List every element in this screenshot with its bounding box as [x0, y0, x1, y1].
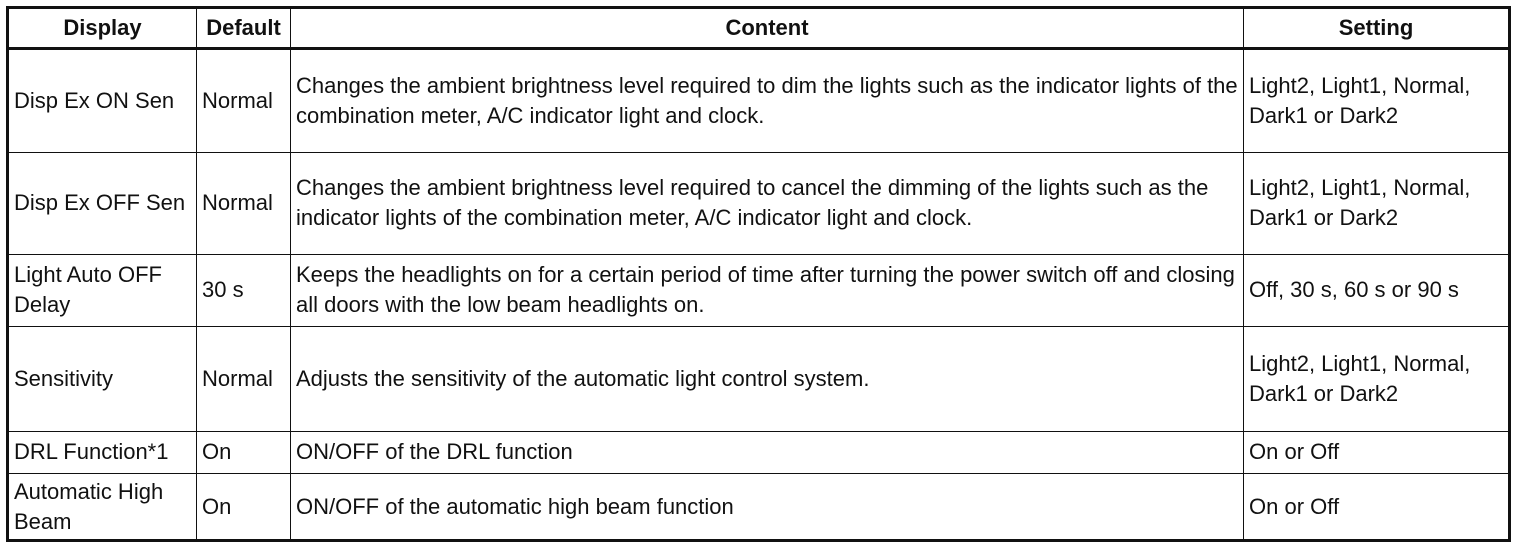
table-header-row — [8, 8, 1510, 49]
column-header-default: Default — [197, 8, 291, 49]
display-cell: DRL Function*1 — [8, 431, 197, 474]
table-row — [8, 474, 1510, 541]
default-cell: Normal — [197, 49, 291, 153]
content-cell: Adjusts the sensitivity of the automatic light control system. — [291, 327, 1244, 431]
table-row — [8, 49, 1510, 153]
settings-table — [6, 6, 1511, 542]
content-cell: ON/OFF of the automatic high beam function — [291, 474, 1244, 541]
table-row — [8, 431, 1510, 474]
column-header-content: Content — [291, 8, 1244, 49]
content-cell: Changes the ambient brightness level required to dim the lights such as the indicator lights of the combination meter, A/C indicator light and clock. — [291, 49, 1244, 153]
display-cell: Sensitivity — [8, 327, 197, 431]
content-cell: Keeps the headlights on for a certain period of time after turning the power switch off and closing all doors with the low beam headlights on. — [291, 254, 1244, 327]
setting-cell: On or Off — [1244, 431, 1510, 474]
default-cell: Normal — [197, 327, 291, 431]
column-header-setting: Setting — [1244, 8, 1510, 49]
content-cell: Changes the ambient brightness level required to cancel the dimming of the lights such as the indicator lights of the combination meter, A/C indicator light and clock. — [291, 153, 1244, 254]
display-cell: Disp Ex ON Sen — [8, 49, 197, 153]
default-cell: 30 s — [197, 254, 291, 327]
display-cell: Light Auto OFF Delay — [8, 254, 197, 327]
table-row — [8, 327, 1510, 431]
column-header-display: Display — [8, 8, 197, 49]
setting-cell: Off, 30 s, 60 s or 90 s — [1244, 254, 1510, 327]
setting-cell: On or Off — [1244, 474, 1510, 541]
default-cell: Normal — [197, 153, 291, 254]
content-cell: ON/OFF of the DRL function — [291, 431, 1244, 474]
setting-cell: Light2, Light1, Normal, Dark1 or Dark2 — [1244, 49, 1510, 153]
table-row — [8, 254, 1510, 327]
display-cell: Automatic High Beam — [8, 474, 197, 541]
table-row — [8, 153, 1510, 254]
default-cell: On — [197, 474, 291, 541]
display-cell: Disp Ex OFF Sen — [8, 153, 197, 254]
setting-cell: Light2, Light1, Normal, Dark1 or Dark2 — [1244, 153, 1510, 254]
default-cell: On — [197, 431, 291, 474]
setting-cell: Light2, Light1, Normal, Dark1 or Dark2 — [1244, 327, 1510, 431]
